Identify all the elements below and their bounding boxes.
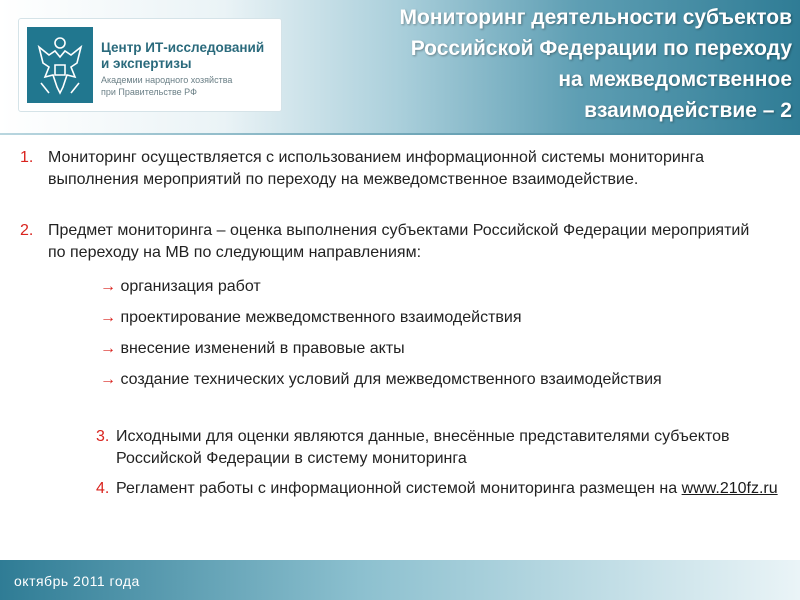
page-title — [272, 2, 792, 126]
logo — [18, 18, 282, 112]
footer-band — [0, 560, 800, 600]
arrow-icon: → — [100, 278, 116, 295]
website-link[interactable]: www.210fz.ru — [681, 480, 778, 497]
double-headed-eagle-icon — [27, 27, 93, 103]
arrow-icon: → — [100, 309, 116, 326]
title-line: взаимодействие – 2 — [584, 99, 792, 122]
logo-subtitle: Академии народного хозяйства — [101, 75, 233, 85]
slide-content — [0, 140, 800, 540]
list-number: 1. — [20, 149, 34, 166]
sub-list-item — [100, 276, 740, 298]
header-divider — [0, 133, 800, 135]
list-item — [96, 478, 796, 500]
sub-list-text: внесение изменений в правовые акты — [120, 340, 405, 357]
title-line: Российской Федерации по переходу — [410, 37, 792, 60]
list-number: 2. — [20, 222, 34, 239]
title-line: на межведомственное — [558, 68, 792, 91]
sub-list-text: проектирование межведомственного взаимодействия — [120, 309, 522, 326]
list-item — [20, 147, 750, 191]
logo-subtitle: при Правительстве РФ — [101, 87, 197, 97]
arrow-icon: → — [100, 371, 116, 388]
sub-list-item — [100, 369, 676, 391]
list-item — [96, 426, 786, 470]
list-text: Предмет мониторинга – оценка выполнения субъектами Российской Федерации мероприятий по переходу на МВ по следующим направлениям: — [48, 222, 750, 261]
sub-list-item — [100, 307, 740, 329]
arrow-icon: → — [100, 340, 116, 357]
list-text — [96, 478, 796, 500]
list-number: 4. — [96, 480, 110, 497]
sub-list-text: организация работ — [120, 278, 261, 295]
title-line: Мониторинг деятельности субъектов — [399, 6, 792, 29]
list-item — [20, 220, 750, 264]
list-text: Мониторинг осуществляется с использованием информационной системы мониторинга выполнения мероприятий по переходу на межведомственное взаимодействие. — [48, 149, 704, 188]
header-band — [0, 0, 800, 135]
list-text-part: Регламент работы с информационной системой мониторинга размещен на — [116, 480, 682, 497]
sub-list-text: создание технических условий для межведомственного взаимодействия — [120, 371, 662, 388]
list-number: 3. — [96, 428, 110, 445]
logo-title: Центр ИТ-исследований — [101, 40, 265, 55]
sub-list-item — [100, 338, 740, 360]
footer-date: октябрь 2011 года — [14, 573, 140, 589]
logo-title: и экспертизы — [101, 56, 192, 71]
list-text: Исходными для оценки являются данные, внесённые представителями субъектов Российской Федерации в систему мониторинга — [116, 428, 730, 467]
